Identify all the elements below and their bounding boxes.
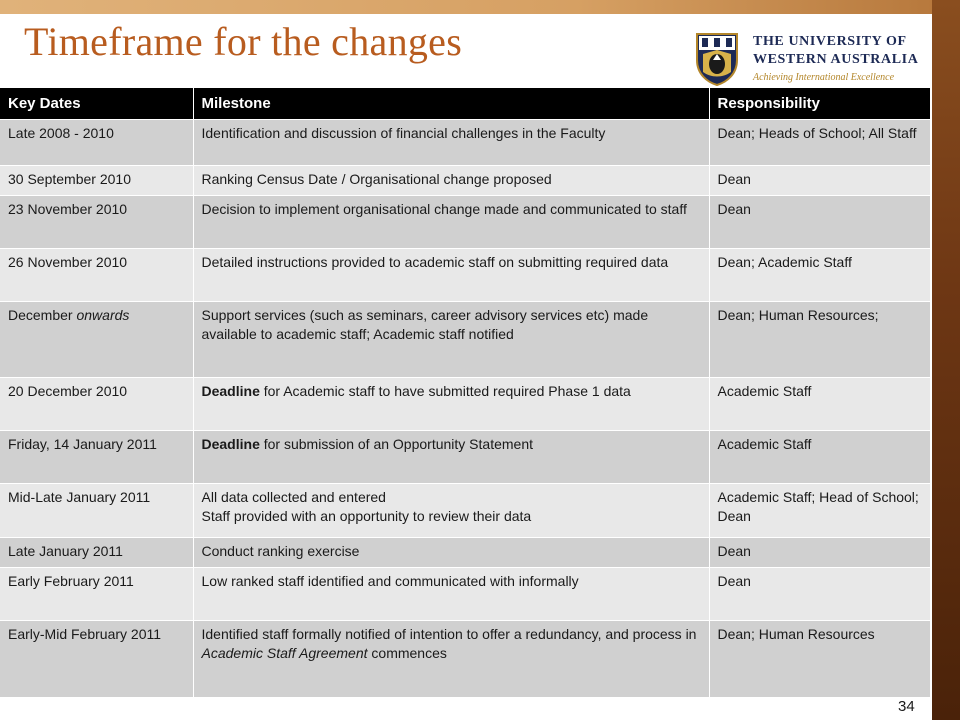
cell-milestone: Ranking Census Date / Organisational change proposed	[193, 166, 709, 196]
header-milestone: Milestone	[193, 88, 709, 120]
logo-title-line1: THE UNIVERSITY OF	[753, 34, 907, 49]
milestone-text: for Academic staff to have submitted required Phase 1 data	[259, 383, 631, 399]
cell-date: Late 2008 - 2010	[0, 120, 193, 166]
table-row	[0, 196, 930, 249]
cell-date: 30 September 2010	[0, 166, 193, 196]
cell-responsibility: Dean	[709, 568, 930, 621]
cell-responsibility: Dean; Human Resources;	[709, 302, 930, 378]
cell-date: Late January 2011	[0, 538, 193, 568]
cell-responsibility: Dean; Heads of School; All Staff	[709, 120, 930, 166]
deadline-label: Deadline	[201, 436, 260, 452]
right-decor-band	[932, 0, 960, 720]
cell-date	[0, 302, 193, 378]
cell-date: Early-Mid February 2011	[0, 621, 193, 697]
table-row	[0, 621, 930, 697]
table-header-row	[0, 88, 930, 120]
cell-responsibility: Academic Staff	[709, 431, 930, 484]
cell-milestone: Identification and discussion of financial challenges in the Faculty	[193, 120, 709, 166]
logo-title-line2: WESTERN AUSTRALIA	[753, 52, 919, 67]
table-row	[0, 484, 930, 538]
cell-date: 20 December 2010	[0, 378, 193, 431]
deadline-label: Deadline	[201, 383, 260, 399]
cell-responsibility: Dean; Human Resources	[709, 621, 930, 697]
university-logo	[693, 30, 928, 88]
cell-responsibility: Academic Staff	[709, 378, 930, 431]
cell-milestone	[193, 431, 709, 484]
table-row	[0, 166, 930, 196]
cell-milestone: Detailed instructions provided to academic staff on submitting required data	[193, 249, 709, 302]
header-responsibility: Responsibility	[709, 88, 930, 120]
table-row	[0, 120, 930, 166]
timeframe-table	[0, 88, 930, 697]
milestone-line: All data collected and entered	[201, 489, 386, 505]
cell-date: Mid-Late January 2011	[0, 484, 193, 538]
cell-date: 23 November 2010	[0, 196, 193, 249]
table-row	[0, 568, 930, 621]
header-key-dates: Key Dates	[0, 88, 193, 120]
cell-milestone	[193, 378, 709, 431]
table-row	[0, 249, 930, 302]
cell-milestone: Decision to implement organisational change made and communicated to staff	[193, 196, 709, 249]
cell-responsibility: Dean	[709, 538, 930, 568]
milestone-tail-text: commences	[367, 645, 447, 661]
university-crest-icon	[693, 30, 741, 86]
table-row	[0, 431, 930, 484]
cell-date: Friday, 14 January 2011	[0, 431, 193, 484]
agreement-italic-text: Academic Staff Agreement	[201, 645, 368, 661]
logo-tagline: Achieving International Excellence	[753, 72, 895, 83]
cell-date: Early February 2011	[0, 568, 193, 621]
slide-title: Timeframe for the changes	[24, 19, 463, 64]
cell-milestone: Support services (such as seminars, career advisory services etc) made available to academic staff; Academic staff notified	[193, 302, 709, 378]
table-row	[0, 378, 930, 431]
cell-milestone	[193, 621, 709, 697]
table-row	[0, 538, 930, 568]
cell-responsibility: Academic Staff; Head of School; Dean	[709, 484, 930, 538]
date-text: December	[8, 307, 77, 323]
cell-date: 26 November 2010	[0, 249, 193, 302]
table-row	[0, 302, 930, 378]
milestone-text: for submission of an Opportunity Statement	[259, 436, 533, 452]
cell-milestone	[193, 484, 709, 538]
cell-responsibility: Dean	[709, 166, 930, 196]
top-decor-bar	[0, 0, 960, 14]
page-number: 34	[898, 698, 915, 715]
cell-responsibility: Dean; Academic Staff	[709, 249, 930, 302]
cell-milestone: Conduct ranking exercise	[193, 538, 709, 568]
milestone-line: Staff provided with an opportunity to review their data	[201, 508, 532, 524]
cell-responsibility: Dean	[709, 196, 930, 249]
cell-milestone: Low ranked staff identified and communicated with informally	[193, 568, 709, 621]
date-italic-text: onwards	[76, 307, 130, 323]
milestone-text: Identified staff formally notified of intention to offer a redundancy, and process in	[201, 626, 697, 642]
